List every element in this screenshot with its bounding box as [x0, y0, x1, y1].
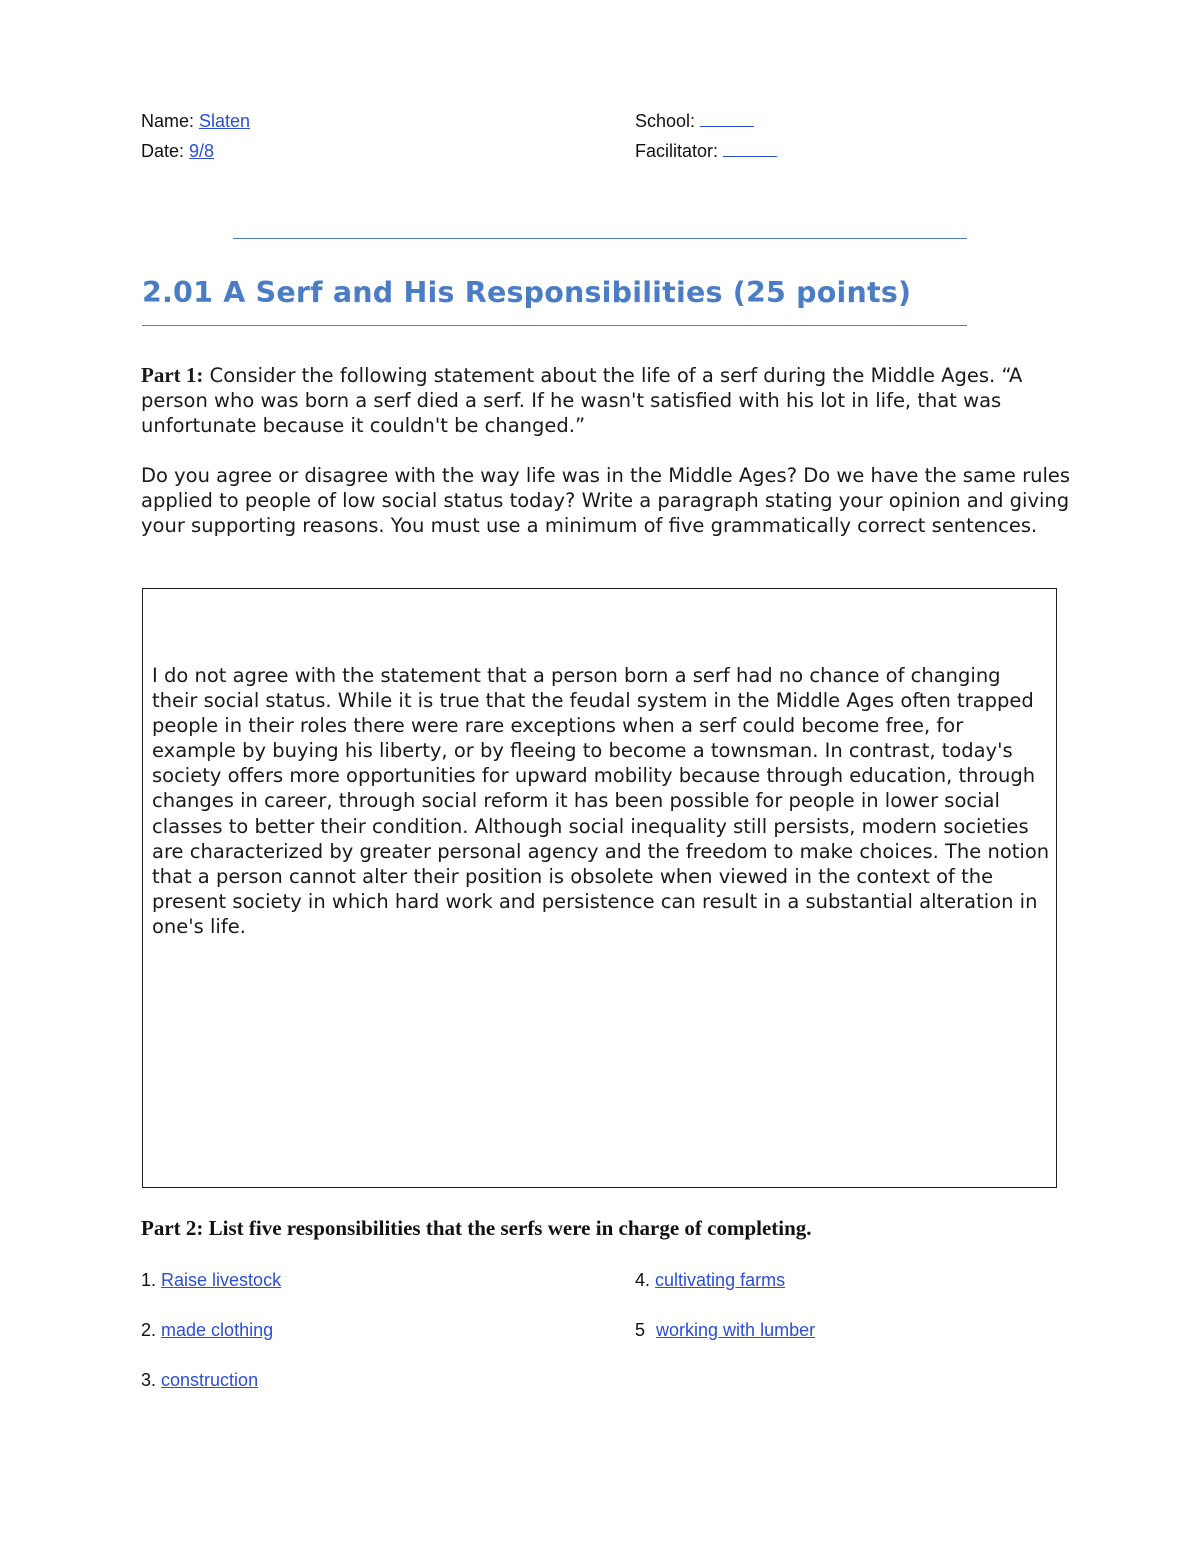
list-item-text[interactable]: working with lumber [656, 1320, 816, 1340]
facilitator-label: Facilitator: [635, 141, 719, 161]
date-value[interactable]: 9/8 [189, 141, 215, 161]
list-item-text[interactable]: made clothing [161, 1320, 274, 1340]
school-blank[interactable] [700, 110, 754, 127]
school-field [635, 110, 754, 132]
date-field [141, 140, 214, 162]
title-underline [142, 325, 967, 326]
list-item-text[interactable]: cultivating farms [655, 1270, 786, 1290]
answer-text[interactable]: I do not agree with the statement that a person born a serf had no chance of changing their social status. While it is true that the feudal system in the Middle Ages often trapped people in their roles there were rare exceptions when a serf could become free, for example by buying his liberty, or by fleeing to become a townsman. In contrast, today's society offers more opportunities for upward mobility because through education, through changes in career, through social reform it has been possible for people in lower social classes to better their condition. Although social inequality still persists, modern societies are characterized by greater personal agency and the freedom to make choices. The notion that a person cannot alter their position is obsolete when viewed in the context of the present society in which hard work and persistence can result in a substantial alteration in one's life. [152, 664, 1050, 938]
part1-intro [141, 363, 1071, 438]
list-item [141, 1319, 273, 1341]
list-item-number: 4. [635, 1270, 651, 1290]
top-rule [233, 238, 967, 239]
school-label: School: [635, 111, 696, 131]
name-field [141, 110, 250, 132]
name-value[interactable]: Slaten [199, 111, 251, 131]
facilitator-blank[interactable] [723, 140, 777, 157]
date-label: Date: [141, 141, 185, 161]
list-item [141, 1269, 281, 1291]
list-item-text[interactable]: Raise livestock [161, 1270, 282, 1290]
list-item [141, 1369, 258, 1391]
part2-heading: Part 2: List five responsibilities that the serfs were in charge of completing. [141, 1216, 812, 1240]
part1-label: Part 1: [141, 363, 204, 387]
list-item-number: 2. [141, 1320, 157, 1340]
page-title: 2.01 A Serf and His Responsibilities (25 points) [142, 276, 912, 309]
list-item-text[interactable]: construction [161, 1370, 259, 1390]
list-item [635, 1319, 815, 1341]
facilitator-field [635, 140, 777, 162]
part1-intro-text: Consider the following statement about the life of a serf during the Middle Ages. “A person who was born a serf died a serf. If he wasn't satisfied with his lot in life, that was unfortunate because it couldn't be changed.” [141, 364, 1023, 437]
list-item-number: 5 [635, 1320, 646, 1340]
list-item-number: 1. [141, 1270, 157, 1290]
part1-prompt: Do you agree or disagree with the way life was in the Middle Ages? Do we have the same rules applied to people of low social status today? Write a paragraph stating your opinion and giving your supporting reasons. You must use a minimum of five grammatically correct sentences. [141, 464, 1071, 537]
list-item-number: 3. [141, 1370, 157, 1390]
list-item [635, 1269, 785, 1291]
name-label: Name: [141, 111, 195, 131]
